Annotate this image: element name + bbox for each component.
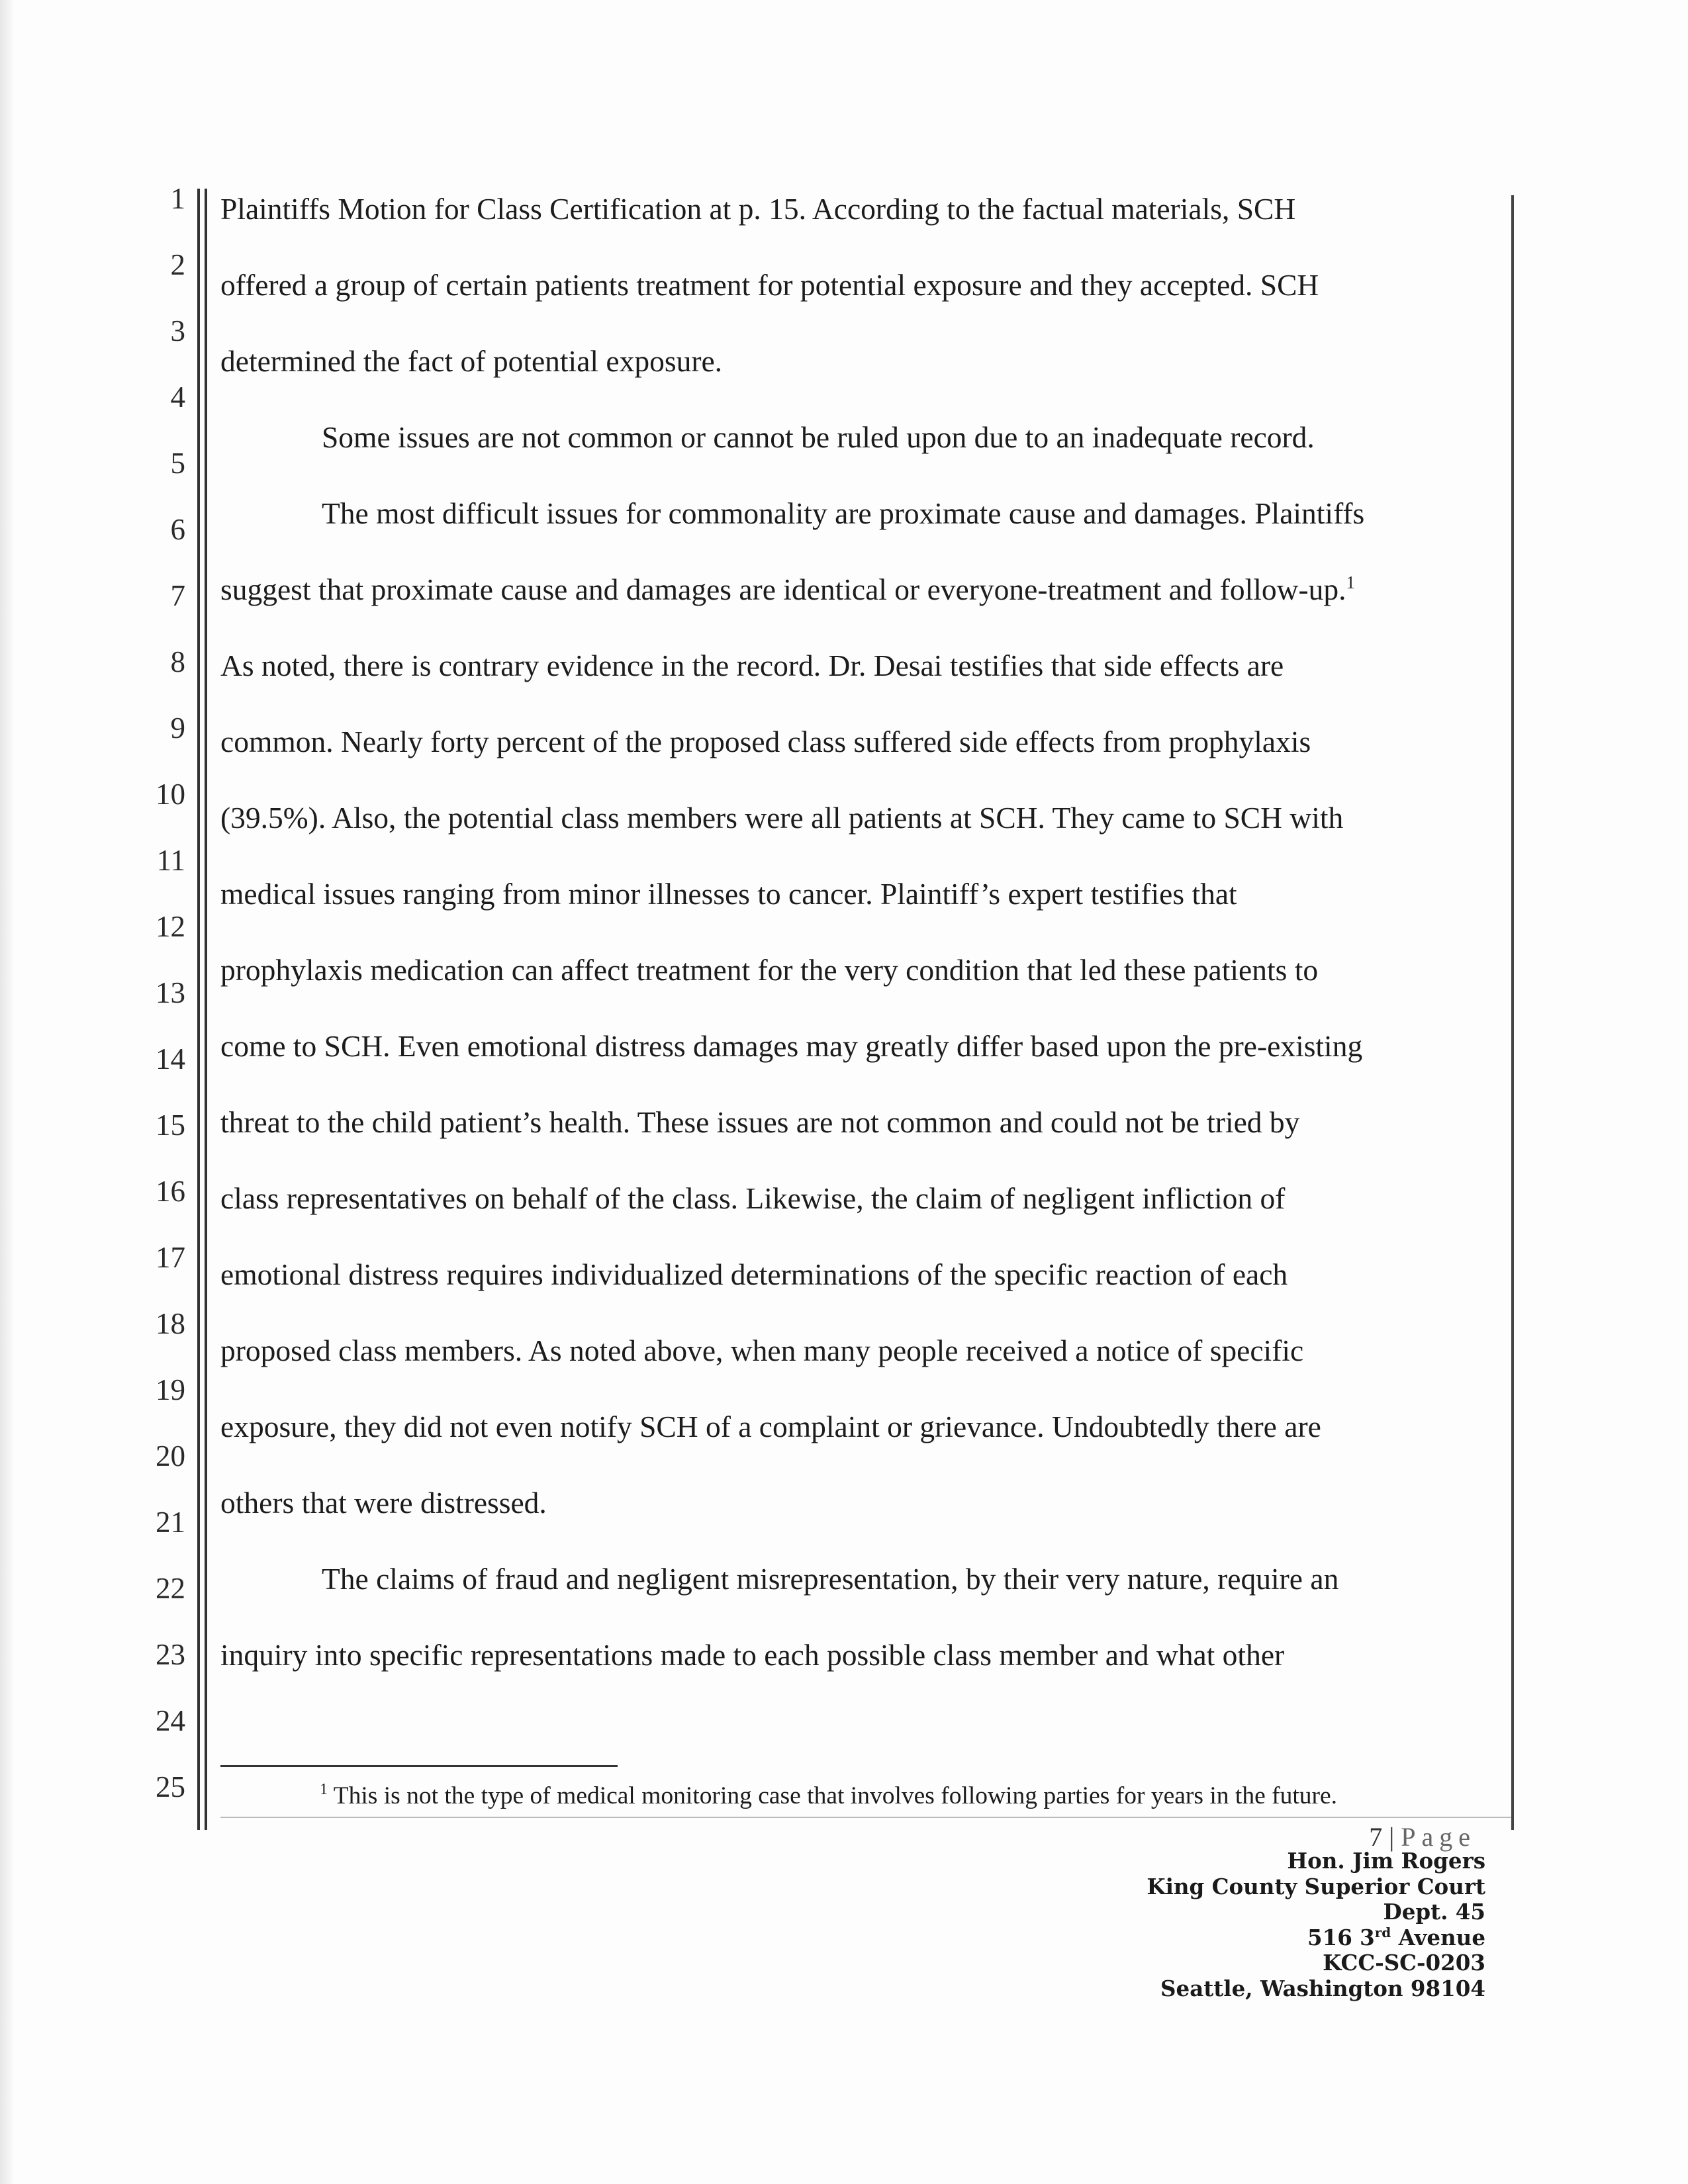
text-line: The claims of fraud and negligent misrepresentation, by their very nature, require an	[322, 1562, 1339, 1596]
line-number: 16	[156, 1175, 185, 1208]
text-line: class representatives on behalf of the class. Likewise, the claim of negligent infliction of	[220, 1181, 1286, 1215]
line-number: 21	[156, 1506, 185, 1539]
street-number: 516 3	[1307, 1924, 1375, 1950]
text-line-content: suggest that proximate cause and damages are identical or everyone-treatment and follow-up.	[220, 572, 1346, 606]
street-ordinal-suffix: rd	[1374, 1924, 1391, 1940]
street-name: Avenue	[1391, 1924, 1485, 1950]
line-number: 23	[156, 1638, 185, 1671]
text-line: As noted, there is contrary evidence in the record. Dr. Desai testifies that side effects are	[220, 649, 1284, 682]
footnote-separator	[220, 1765, 618, 1767]
line-number: 15	[156, 1109, 185, 1142]
text-line: offered a group of certain patients treatment for potential exposure and they accepted. SCH	[220, 268, 1319, 302]
court-name: King County Superior Court	[1147, 1873, 1485, 1899]
text-line: common. Nearly forty percent of the proposed class suffered side effects from prophylaxis	[220, 725, 1311, 758]
scan-edge-shadow	[0, 0, 15, 2184]
court-code: KCC-SC-0203	[1323, 1950, 1485, 1976]
line-number: 7	[170, 579, 185, 612]
text-line: determined the fact of potential exposure.	[220, 344, 723, 378]
department: Dept. 45	[1383, 1899, 1485, 1925]
line-number: 18	[156, 1307, 185, 1340]
line-number: 19	[156, 1373, 185, 1406]
footnote-text: This is not the type of medical monitoring case that involves following parties for years in the future.	[333, 1782, 1337, 1809]
line-number: 1	[170, 182, 185, 215]
line-number: 13	[156, 976, 185, 1009]
line-number: 2	[170, 248, 185, 281]
line-number: 24	[156, 1704, 185, 1737]
city-state-zip: Seattle, Washington 98104	[1160, 1975, 1485, 2001]
text-line	[220, 571, 1355, 608]
line-number: 8	[170, 645, 185, 678]
left-margin-rule	[197, 189, 200, 1830]
left-margin-rule	[205, 189, 207, 1830]
right-margin-rule	[1511, 195, 1514, 1830]
line-number: 4	[170, 381, 185, 414]
footnote-marker: 1	[1346, 572, 1356, 592]
page-number-separator: |	[1389, 1822, 1395, 1852]
court-address-block	[1147, 1848, 1485, 2001]
line-number: 14	[156, 1042, 185, 1075]
text-line: medical issues ranging from minor illnesses to cancer. Plaintiff’s expert testifies that	[220, 877, 1237, 911]
line-number: 5	[170, 447, 185, 480]
footnote	[320, 1782, 1337, 1811]
line-number: 9	[170, 711, 185, 745]
text-line: inquiry into specific representations made to each possible class member and what other	[220, 1638, 1285, 1672]
page-label: Page	[1401, 1822, 1476, 1852]
line-number: 3	[170, 314, 185, 347]
line-number: 10	[156, 778, 185, 811]
text-line: others that were distressed.	[220, 1486, 547, 1520]
line-number: 6	[170, 513, 185, 546]
footnote-number: 1	[320, 1781, 328, 1798]
line-number: 22	[156, 1572, 185, 1605]
footer-rule	[220, 1817, 1511, 1818]
page-number-value: 7	[1369, 1822, 1383, 1852]
text-line: Plaintiffs Motion for Class Certification at p. 15. According to the factual materials, SCH	[220, 192, 1296, 226]
text-line: (39.5%). Also, the potential class members were all patients at SCH. They came to SCH with	[220, 801, 1344, 835]
line-number: 12	[156, 910, 185, 943]
judge-name: Hon. Jim Rogers	[1287, 1848, 1485, 1874]
text-line: emotional distress requires individualized determinations of the specific reaction of each	[220, 1257, 1288, 1291]
street-address	[1147, 1925, 1485, 1951]
text-line: come to SCH. Even emotional distress damages may greatly differ based upon the pre-existing	[220, 1029, 1363, 1063]
text-line: prophylaxis medication can affect treatment for the very condition that led these patients to	[220, 953, 1319, 987]
line-number: 11	[156, 844, 185, 877]
line-number: 20	[156, 1439, 185, 1473]
text-line: proposed class members. As noted above, when many people received a notice of specific	[220, 1334, 1304, 1367]
line-number: 17	[156, 1241, 185, 1274]
text-line: The most difficult issues for commonality are proximate cause and damages. Plaintiffs	[322, 496, 1365, 530]
text-line: threat to the child patient’s health. These issues are not common and could not be tried by	[220, 1105, 1300, 1139]
text-line: exposure, they did not even notify SCH of a complaint or grievance. Undoubtedly there are	[220, 1410, 1321, 1443]
text-line: Some issues are not common or cannot be ruled upon due to an inadequate record.	[322, 420, 1315, 454]
line-number: 25	[156, 1770, 185, 1803]
